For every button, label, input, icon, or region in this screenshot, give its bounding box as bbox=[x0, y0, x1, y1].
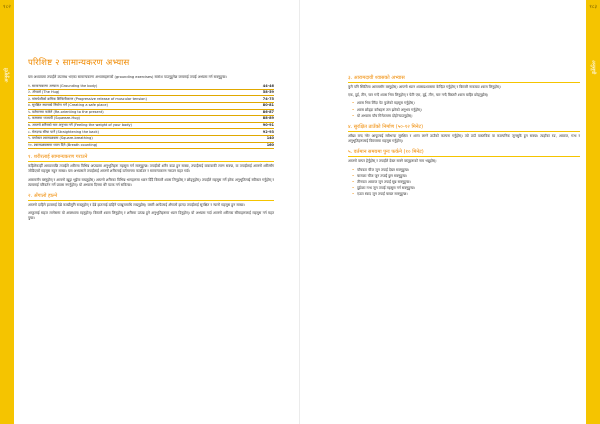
exercise-page-number: 80-81 bbox=[262, 103, 274, 108]
left-sections bbox=[28, 154, 274, 221]
bullet-dot-icon: • bbox=[352, 167, 355, 172]
exercise-page-number: 88-89 bbox=[262, 116, 274, 121]
exercise-label: ६. कम्मरमा थपथपी (Squeeze-Hug) bbox=[28, 116, 80, 121]
right-side-tab: अनुसूची bbox=[590, 60, 596, 75]
exercise-list-row bbox=[28, 123, 274, 130]
bullet-item bbox=[352, 114, 580, 119]
section-paragraph: आफूलाई सहज लागेसम्म यो अवस्थामा रहनुहोस्। बिस्तारै श्वास लिनुहोस् र शरीरमा उत्पन्न हुने अनुभूतिहरूमा ध्यान दिनुहोस्। यो अभ्यास गर्दा आफ्नो शरीरका सीमाहरूलाई महसुस गर्न मद्दत पुग्छ। bbox=[28, 211, 274, 221]
exercise-label: ८. मेरुदण्ड सीधा पार्ने (Straightening the back) bbox=[28, 129, 99, 134]
exercise-label: ५. वर्तमानमा फर्कने (Re-orienting to the present) bbox=[28, 109, 104, 114]
bullet-dot-icon: • bbox=[352, 173, 355, 178]
bullet-text: श्वास भित्र लिँदा पेट फुलेको महसुस गर्नुहोस्। bbox=[357, 101, 415, 106]
right-page bbox=[300, 0, 600, 424]
section-heading: १. शरीरलाई सामान्यकरण गराउने bbox=[28, 154, 274, 162]
bullet-item bbox=[352, 186, 580, 191]
intro-paragraph: यस अध्यायमा तपाईंले उपलब्ध भएका सामान्यकरण अभ्यासहरूको (grounding exercises) सारांश पाउनुहुनेछ जसलाई तपाईं अभ्यास गर्न सक्नुहुन्छ। bbox=[28, 75, 227, 79]
bullet-item bbox=[352, 108, 580, 113]
exercise-list bbox=[28, 83, 274, 149]
bullet-item bbox=[352, 168, 580, 173]
exercise-list-row bbox=[28, 143, 274, 150]
bullet-dot-icon: • bbox=[352, 186, 355, 191]
bullet-text: दुईवटा गन्ध जुन तपाईं महसुस गर्न सक्नुहुन्छ। bbox=[357, 186, 416, 191]
exercise-page-number: 86-87 bbox=[262, 109, 274, 114]
exercise-label: १०. श्वासप्रश्वासमा ध्यान दिने (Breath counting) bbox=[28, 142, 98, 147]
bullet-item bbox=[352, 180, 580, 185]
section-paragraph: आफ्नो वरपर हेर्नुहोस् र तपाईंले देख्न सक्ने वस्तुहरूको नाम भन्नुहोस्। bbox=[348, 159, 437, 164]
bullet-text: एउटा स्वाद जुन तपाईं चाख्न सक्नुहुन्छ। bbox=[357, 192, 408, 197]
exercise-label: ४. सुरक्षित स्थानको निर्माण गर्ने (Creating a safe place) bbox=[28, 103, 108, 108]
bullet-text: चारवटा चीज जुन तपाईं छुन सक्नुहुन्छ। bbox=[357, 173, 408, 178]
bullet-dot-icon: • bbox=[352, 180, 355, 185]
exercise-list-row bbox=[28, 90, 274, 97]
exercise-page-number: 90-91 bbox=[262, 123, 274, 128]
bullet-text: यो अभ्यास पाँच मिनेटसम्म दोहोर्‍याउनुहोस्। bbox=[357, 113, 413, 118]
page-title: परिशिष्ट २ सामान्यकरण अभ्यास bbox=[28, 58, 130, 68]
exercise-list-row bbox=[28, 103, 274, 110]
left-page-number: १८२ bbox=[3, 4, 11, 10]
exercise-label: ७. आफ्नो शरीरको भार अनुभव गर्ने (Feeling the weight of your body) bbox=[28, 123, 132, 128]
bullet-item bbox=[352, 192, 580, 197]
section-heading: ३. आरामदायी श्वासको अभ्यास bbox=[348, 75, 580, 83]
exercise-list-row bbox=[28, 116, 274, 123]
left-content bbox=[28, 58, 274, 225]
section-heading: २. अँगालो हाल्ने bbox=[28, 193, 274, 201]
exercise-page-number: 74-75 bbox=[262, 96, 274, 101]
section-paragraph: आरामसँग बस्नुहोस् र आफ्नो खुट्टा भुइँमा राख्नुहोस्। आफ्नो शरीरका विभिन्न भागहरूमा ध्यान दिँदै बिस्तारै श्वास लिनुहोस् र छोड्नुहोस्। तपाईंले महसुस गर्ने हरेक अनुभूतिलाई स्वीकार गर्नुहोस् र त्यसलाई परिवर्तन गर्ने प्रयास नगर्नुहोस्। यो अभ्यास दिनमा धेरै पटक गर्न सकिन्छ। bbox=[28, 177, 274, 187]
section-paragraph: आँखा बन्द गरेर आफूलाई सबैभन्दा सुरक्षित र शान्त लाग्ने ठाउँको कल्पना गर्नुहोस्। त्यो ठाउँ वास्तविक वा काल्पनिक जुनसुकै हुन सक्छ। त्यहाँका रङ, आवाज, गन्ध र अनुभूतिहरूलाई विस्तारमा महसुस गर्नुहोस्। bbox=[348, 134, 580, 144]
exercise-list-row bbox=[28, 136, 274, 143]
exercise-label: १. सामान्यकरण अभ्यास (Grounding the body) bbox=[28, 83, 98, 88]
right-content bbox=[348, 70, 580, 199]
exercise-label: ३. मांसपेशीको क्रमिक शिथिलीकरण (Progressive release of muscular tension) bbox=[28, 96, 147, 101]
right-page-number: १८३ bbox=[589, 4, 597, 10]
section-paragraph: कुनै पनि स्थितिमा आरामसँग बस्नुहोस्। आफ्नो ध्यान श्वासप्रश्वासमा केन्द्रित गर्नुहोस् र बिस्तारै नाकबाट श्वास लिनुहोस्। bbox=[348, 85, 501, 89]
exercise-page-number: 160 bbox=[266, 142, 274, 147]
bullet-text: तीनवटा आवाज जुन तपाईं सुन्न सक्नुहुन्छ। bbox=[357, 180, 411, 185]
bullet-text: श्वास छोड्दा काँधहरू तल झरेको अनुभव गर्नुहोस्। bbox=[357, 107, 422, 112]
bullet-dot-icon: • bbox=[352, 192, 355, 197]
bullet-dot-icon: • bbox=[352, 113, 355, 118]
bullet-item bbox=[352, 101, 580, 106]
section-paragraph: आफ्नो दाहिने हातलाई देब्रे काखीमुनि राख्नुहोस् र देब्रे हातलाई दाहिने पाखुरामाथि राख्नुहोस्। यसरी आफैलाई अँगालो हाल्दा तपाईंलाई सुरक्षित र न्यानो महसुस हुन सक्छ। bbox=[28, 202, 245, 207]
left-side-tab: अनुसूची bbox=[4, 68, 10, 83]
right-sections bbox=[348, 75, 580, 198]
exercise-label: ९. वर्गाकार श्वासप्रश्वास (Square-breathing) bbox=[28, 136, 93, 141]
bullet-item bbox=[352, 174, 580, 179]
exercise-page-number: 92-93 bbox=[262, 129, 274, 134]
left-color-strip bbox=[0, 0, 14, 424]
exercise-page-number: 58-59 bbox=[262, 90, 274, 95]
section-heading: ५. वर्तमान समयमा पुनः फर्कने (१० मिनेट) bbox=[348, 149, 580, 157]
section-paragraph: कहिलेकाहीँ आघातपछि तपाईंले शरीरमा विभिन्न अप्ठ्यारा अनुभूतिहरू महसुस गर्न सक्नुहुन्छ। तपाईंको शरीर कडा हुन सक्छ, तपाईंलाई वाकवाकी लाग्न सक्छ, वा तपाईंलाई आफ्नो शरीरसँग जोडिएको महसुस नहुन सक्छ। यस अभ्यासले तपाईंलाई आफ्नो शरीरलाई वर्तमानमा फर्काउन र सामान्यकरण गराउन मद्दत गर्छ। bbox=[28, 164, 274, 174]
exercise-page-number: 44-46 bbox=[262, 83, 274, 88]
section-heading: ४. सुरक्षित ठाउँको निर्माण (५०-१२ मिनेट) bbox=[348, 124, 580, 132]
section-paragraph: एक, दुई, तीन, चार गन्दै श्वास भित्र लिनुहोस् र फेरि एक, दुई, तीन, चार गन्दै बिस्तारै श्वास बाहिर छोड्नुहोस्। bbox=[348, 93, 489, 98]
exercise-list-row bbox=[28, 129, 274, 136]
exercise-list-row bbox=[28, 83, 274, 90]
bullet-dot-icon: • bbox=[352, 107, 355, 112]
exercise-page-number: 140 bbox=[266, 136, 274, 141]
exercise-list-row bbox=[28, 96, 274, 103]
bullet-dot-icon: • bbox=[352, 101, 355, 106]
bullet-text: पाँचवटा चीज जुन तपाईं देख्न सक्नुहुन्छ। bbox=[357, 167, 410, 172]
exercise-label: २. अँगालो (The Hug) bbox=[28, 90, 60, 95]
